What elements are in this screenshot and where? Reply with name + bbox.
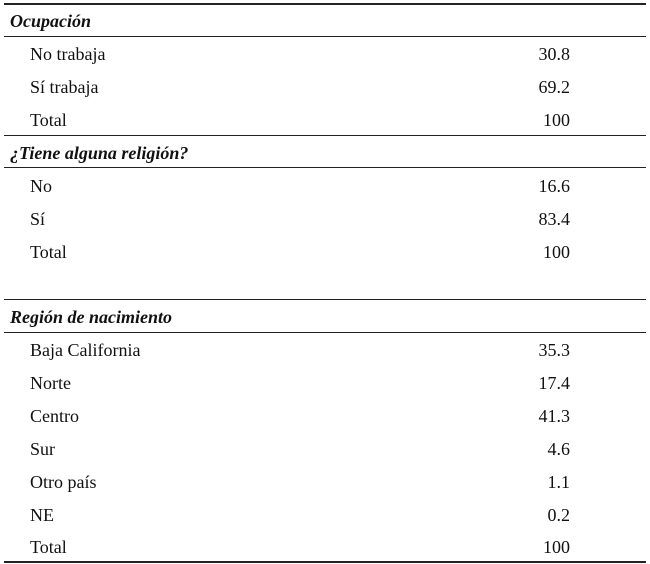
row-value: 1.1: [547, 472, 570, 492]
row-label: Baja California: [30, 340, 141, 360]
row-label: Total: [30, 242, 67, 262]
row-value: 35.3: [538, 340, 570, 360]
row-value: 83.4: [538, 209, 570, 229]
table-row: [0, 237, 650, 267]
table-row: [0, 467, 650, 497]
section-rule: [4, 332, 646, 333]
row-value: 0.2: [547, 505, 570, 525]
table-row: [0, 368, 650, 398]
table-row: [0, 105, 650, 135]
section-title-religion: ¿Tiene alguna religión?: [10, 143, 189, 163]
row-value: 30.8: [538, 44, 570, 64]
row-label: Sur: [30, 439, 56, 459]
row-label: Otro país: [30, 472, 97, 492]
section-rule: [4, 36, 646, 37]
section-rule: [4, 167, 646, 168]
table-row: [0, 39, 650, 69]
row-value: 41.3: [538, 406, 570, 426]
section-title-region: Región de nacimiento: [10, 307, 172, 327]
table-top-rule: [4, 3, 646, 5]
table-bottom-rule: [4, 561, 646, 563]
row-label: NE: [30, 505, 54, 525]
table-row: [0, 335, 650, 365]
row-value: 100: [543, 110, 570, 130]
table-row: [0, 434, 650, 464]
table-row: [0, 72, 650, 102]
row-label: Centro: [30, 406, 79, 426]
row-value: 100: [543, 242, 570, 262]
row-value: 100: [543, 537, 570, 557]
row-value: 17.4: [538, 373, 570, 393]
table-row: [0, 500, 650, 530]
row-value: 4.6: [547, 439, 570, 459]
table-row: [0, 171, 650, 201]
section-rule: [4, 299, 646, 300]
row-label: No trabaja: [30, 44, 106, 64]
row-label: No: [30, 176, 52, 196]
table-row: [0, 532, 650, 562]
row-value: 16.6: [538, 176, 570, 196]
table-row: [0, 401, 650, 431]
row-label: Sí trabaja: [30, 77, 99, 97]
row-label: Total: [30, 537, 67, 557]
row-label: Norte: [30, 373, 71, 393]
section-rule: [4, 135, 646, 136]
section-title-ocupacion: Ocupación: [10, 11, 91, 31]
row-label: Total: [30, 110, 67, 130]
table-row: [0, 204, 650, 234]
row-label: Sí: [30, 209, 46, 229]
row-value: 69.2: [538, 77, 570, 97]
